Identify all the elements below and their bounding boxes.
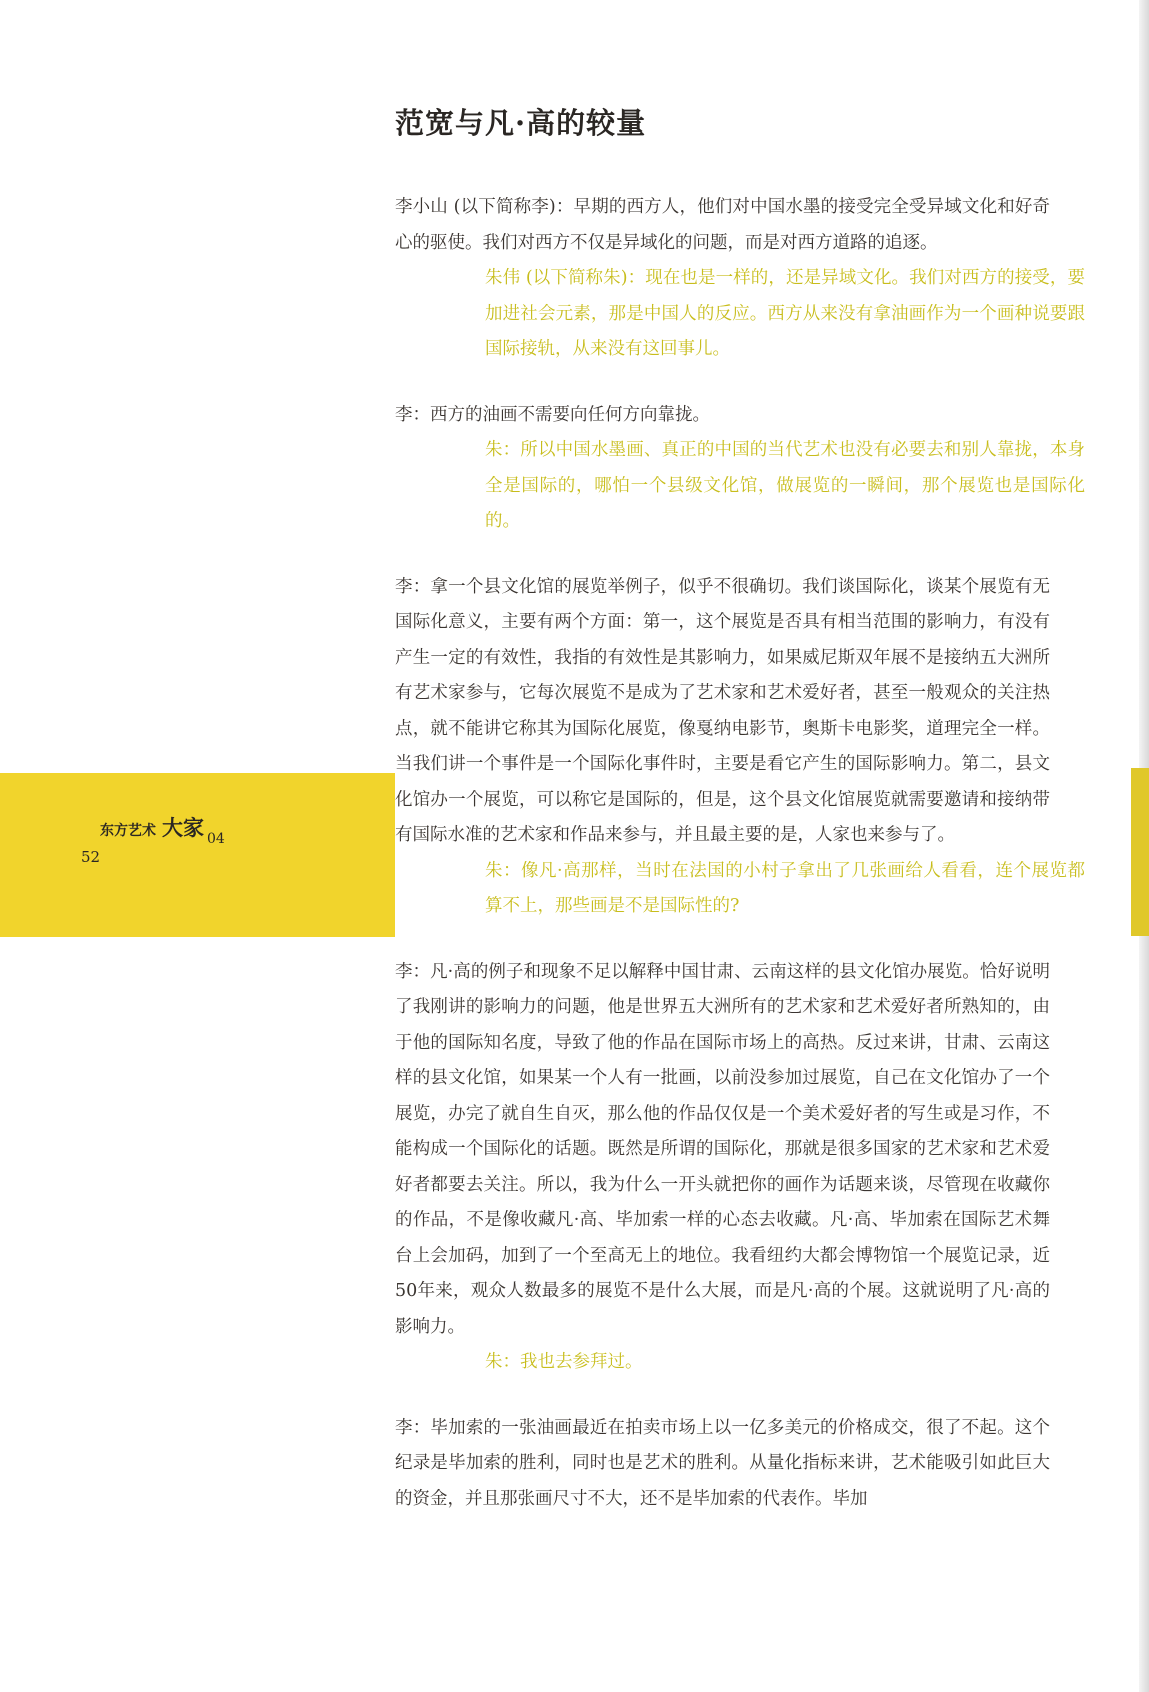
dialogue-li-1: 李小山 (以下简称李)：早期的西方人，他们对中国水墨的接受完全受异域文化和好奇心的驱使。我们对西方不仅是异域化的问题，而是对西方道路的追逐。 [395,197,1050,253]
article-body [395,190,1085,1517]
dialogue-li-4: 李：凡·高的例子和现象不足以解释中国甘肃、云南这样的县文化馆办展览。恰好说明了我刚讲的影响力的问题，他是世界五大洲所有的艺术家和艺术爱好者所熟知的，由于他的国际知名度，导致了他的作品在国际市场上的高热。反过来讲，甘肃、云南这样的县文化馆，如果某一个人有一批画，以前没参加过展览，自己在文化馆办了一个展览，办完了就自生自灭，那么他的作品仅仅是一个美术爱好者的写生或是习作，不能构成一个国际化的话题。既然是所谓的国际化，那就是很多国家的艺术家和艺术爱好者都要去关注。所以，我为什么一开头就把你的画作为话题来谈，尽管现在收藏你的作品，不是像收藏凡·高、毕加索一样的心态去收藏。凡·高、毕加索在国际艺术舞台上会加码，加到了一个至高无上的地位。我看纽约大都会博物馆一个展览记录，近50年来，观众人数最多的展览不是什么大展，而是凡·高的个展。这就说明了凡·高的影响力。 [395,961,1050,1337]
dialogue-zhu-4: 朱：我也去参拜过。 [485,1352,643,1372]
dialogue-li-2: 李：西方的油画不需要向任何方向靠拢。 [395,404,710,425]
magazine-name: 东方艺术 [100,823,156,839]
dialogue-li-3: 李：拿一个县文化馆的展览举例子，似乎不很确切。我们谈国际化，谈某个展览有无国际化意义，主要有两个方面：第一，这个展览是否具有相当范围的影响力，有没有产生一定的有效性，我指的有效性是其影响力，如果威尼斯双年展不是接纳五大洲所有艺术家参与，它每次展览不是成为了艺术家和艺术爱好者，甚至一般观众的关注热点，就不能讲它称其为国际化展览，像戛纳电影节，奥斯卡电影奖，道理完全一样。当我们讲一个事件是一个国际化事件时，主要是看它产生的国际影响力。第二，县文化馆办一个展览，可以称它是国际的，但是，这个县文化馆展览就需要邀请和接纳带有国际水准的艺术家和作品来参与，并且最主要的是，人家也来参与了。 [395,576,1050,845]
right-yellow-tab [1131,768,1149,936]
issue-number: 04 [207,831,225,847]
dialogue-zhu-2: 朱：所以中国水墨画、真正的中国的当代艺术也没有必要去和别人靠拢，本身全是国际的，哪怕一个县级文化馆，做展览的一瞬间，那个展览也是国际化的。 [485,440,1085,531]
article-title: 范宽与凡·高的较量 [395,106,647,140]
sidebar-yellow-block [0,773,395,937]
dialogue-zhu-3: 朱：像凡·高那样，当时在法国的小村子拿出了几张画给人看看，连个展览都算不上，那些画是不是国际性的? [485,860,1085,916]
dialogue-li-5: 李：毕加索的一张油画最近在拍卖市场上以一亿多美元的价格成交，很了不起。这个纪录是毕加索的胜利，同时也是艺术的胜利。从量化指标来讲，艺术能吸引如此巨大的资金，并且那张画尺寸不大，还不是毕加索的代表作。毕加 [395,1417,1050,1509]
magazine-section: 大家 [162,815,204,840]
magazine-masthead [100,812,225,847]
dialogue-zhu-1: 朱伟 (以下简称朱)：现在也是一样的，还是异域文化。我们对西方的接受，要加进社会元素，那是中国人的反应。西方从来没有拿油画作为一个画种说要跟国际接轨，从来没有这回事儿。 [485,268,1085,359]
page-number: 52 [81,848,101,866]
